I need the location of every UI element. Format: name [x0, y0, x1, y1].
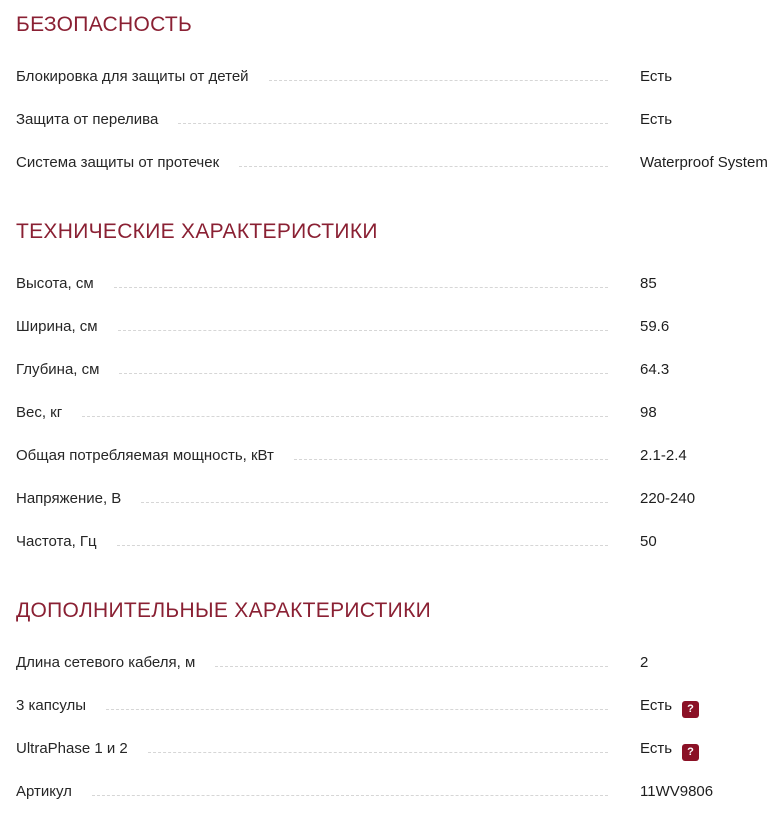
spec-row [16, 55, 783, 98]
spec-row [16, 727, 783, 770]
spec-value: 59.6 [640, 318, 670, 335]
spec-row [16, 348, 783, 391]
spec-value [640, 727, 783, 770]
dotted-leader [119, 373, 608, 374]
dotted-leader [239, 166, 608, 167]
spec-row [16, 520, 783, 563]
dotted-leader [117, 545, 608, 546]
spec-row [16, 434, 783, 477]
spec-row [16, 684, 783, 727]
dotted-leader [269, 80, 608, 81]
spec-row [16, 770, 783, 813]
spec-row [16, 98, 783, 141]
dotted-leader [294, 459, 608, 460]
dotted-leader [141, 502, 608, 503]
help-icon[interactable]: ? [682, 744, 699, 761]
spec-section-technical [16, 219, 783, 563]
spec-value: Есть [640, 68, 673, 85]
dotted-leader [178, 123, 608, 124]
section-title: ТЕХНИЧЕСКИЕ ХАРАКТЕРИСТИКИ [16, 220, 378, 243]
spec-value: 220-240 [640, 490, 696, 507]
spec-label: Артикул [16, 783, 72, 800]
dotted-leader [106, 709, 608, 710]
spec-label: Вес, кг [16, 404, 63, 421]
spec-value: 64.3 [640, 361, 670, 378]
spec-value: 85 [640, 275, 657, 292]
spec-value [640, 684, 783, 727]
spec-row [16, 391, 783, 434]
spec-value: 2 [640, 654, 649, 671]
spec-label: Частота, Гц [16, 533, 97, 550]
spec-label: Глубина, см [16, 361, 100, 378]
spec-label: Защита от перелива [16, 111, 159, 128]
spec-row [16, 641, 783, 684]
dotted-leader [114, 287, 608, 288]
spec-label: UltraPhase 1 и 2 [16, 740, 128, 757]
dotted-leader [82, 416, 608, 417]
spec-section-additional [16, 598, 783, 813]
spec-label: Ширина, см [16, 318, 98, 335]
section-title: ДОПОЛНИТЕЛЬНЫЕ ХАРАКТЕРИСТИКИ [16, 599, 431, 622]
help-icon[interactable]: ? [682, 701, 699, 718]
spec-value: 2.1-2.4 [640, 447, 687, 464]
spec-row [16, 477, 783, 520]
spec-label: 3 капсулы [16, 697, 87, 714]
dotted-leader [118, 330, 608, 331]
spec-value: 98 [640, 404, 657, 421]
spec-label: Длина сетевого кабеля, м [16, 654, 196, 671]
spec-label: Напряжение, В [16, 490, 122, 507]
spec-row [16, 141, 783, 184]
spec-value-text: Есть [640, 697, 673, 714]
spec-value: Есть [640, 111, 673, 128]
spec-value: Waterproof System [640, 154, 768, 171]
spec-value-text: Есть [640, 740, 673, 757]
dotted-leader [215, 666, 608, 667]
dotted-leader [148, 752, 608, 753]
spec-label: Высота, см [16, 275, 94, 292]
spec-row [16, 262, 783, 305]
spec-row [16, 305, 783, 348]
spec-value: 50 [640, 533, 657, 550]
section-title: БЕЗОПАСНОСТЬ [16, 13, 193, 36]
dotted-leader [92, 795, 608, 796]
spec-section-safety [16, 12, 783, 184]
spec-label: Система защиты от протечек [16, 154, 220, 171]
spec-label: Общая потребляемая мощность, кВт [16, 447, 274, 464]
spec-label: Блокировка для защиты от детей [16, 68, 249, 85]
spec-value: 11WV9806 [640, 783, 714, 800]
